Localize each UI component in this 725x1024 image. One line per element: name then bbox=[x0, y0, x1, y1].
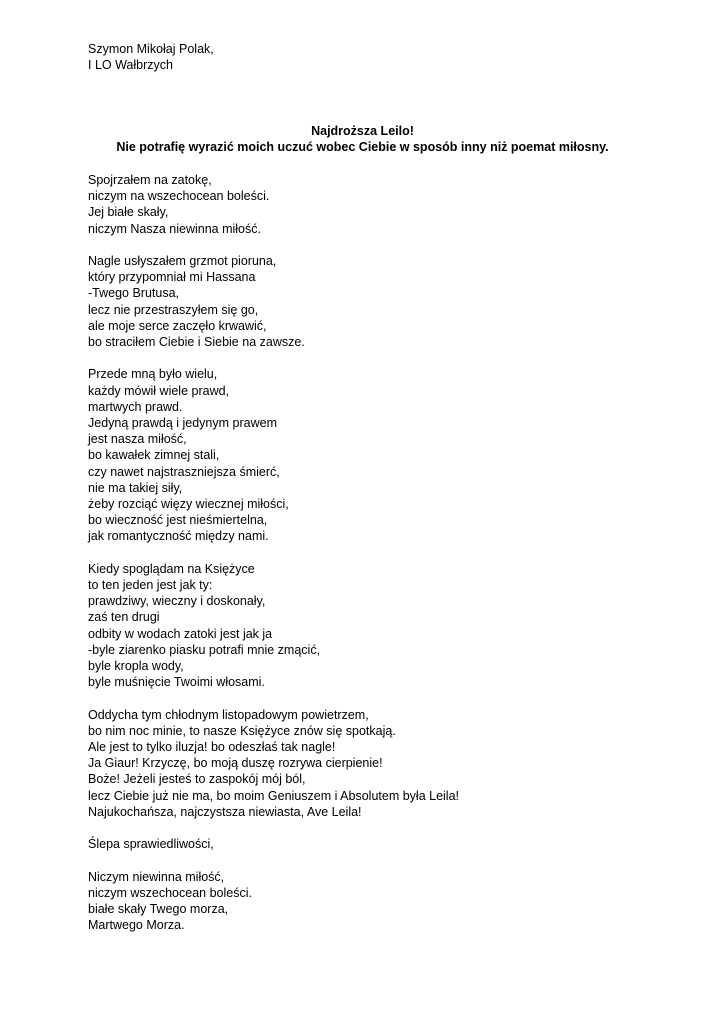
poem-line: Jej białe skały, bbox=[88, 205, 169, 220]
poem-stanza bbox=[88, 707, 459, 820]
poem-line: Przede mną było wielu, bbox=[88, 367, 218, 382]
poem-line: jak romantyczność między nami. bbox=[88, 529, 269, 544]
poem-line: niczym na wszechocean boleści. bbox=[88, 189, 270, 204]
poem-line: Nagle usłyszałem grzmot pioruna, bbox=[88, 254, 277, 268]
poem-line: niczym wszechocean boleści. bbox=[88, 885, 252, 900]
title-block bbox=[0, 123, 725, 155]
poem-stanza bbox=[88, 366, 459, 544]
poem-line: jest nasza miłość, bbox=[88, 432, 187, 447]
poem-stanza bbox=[88, 172, 459, 237]
poem-line: lecz Ciebie już nie ma, bo moim Geniuszem i Absolutem była Leila! bbox=[88, 788, 460, 803]
poem-line: Spojrzałem na zatokę, bbox=[88, 173, 212, 187]
poem-line: ale moje serce zaczęło krwawić, bbox=[88, 318, 267, 333]
poem-line: Boże! Jeżeli jesteś to zaspokój mój ból, bbox=[88, 772, 306, 787]
author-name: Szymon Mikołaj Polak, bbox=[88, 42, 214, 56]
poem-line: bo nim noc minie, to nasze Księżyce znów się spotkają. bbox=[88, 723, 396, 738]
poem-stanza bbox=[88, 561, 459, 691]
poem-line: -byle ziarenko piasku potrafi mnie zmącić, bbox=[88, 642, 321, 657]
poem-line: żeby rozciąć więzy wiecznej miłości, bbox=[88, 497, 289, 512]
poem-line: czy nawet najstraszniejsza śmierć, bbox=[88, 464, 280, 479]
poem-line: każdy mówił wiele prawd, bbox=[88, 383, 230, 398]
poem-line: -Twego Brutusa, bbox=[88, 286, 180, 301]
poem-line: nie ma takiej siły, bbox=[88, 480, 183, 495]
poem-line: byle kropla wody, bbox=[88, 659, 184, 674]
poem-title: Najdroższa Leilo! bbox=[311, 124, 414, 138]
poem-line: Martwego Morza. bbox=[88, 918, 185, 933]
poem-line: Niczym niewinna miłość, bbox=[88, 869, 225, 884]
poem-line: bo wieczność jest nieśmiertelna, bbox=[88, 513, 268, 528]
poem-stanza bbox=[88, 253, 459, 350]
poem-stanza bbox=[88, 836, 459, 852]
poem-line: który przypomniał mi Hassana bbox=[88, 270, 256, 285]
poem-line: Ślepa sprawiedliwości, bbox=[88, 837, 214, 852]
poem-subtitle: Nie potrafię wyrazić moich uczuć wobec Ciebie w sposób inny niż poemat miłosny. bbox=[116, 140, 609, 155]
poem-line: Ale jest to tylko iluzja! bo odeszłaś tak nagle! bbox=[88, 740, 336, 755]
poem-line: białe skały Twego morza, bbox=[88, 902, 229, 917]
poem-line: Oddycha tym chłodnym listopadowym powietrzem, bbox=[88, 707, 369, 722]
poem-line: to ten jeden jest jak ty: bbox=[88, 578, 213, 593]
poem-line: Ja Giaur! Krzyczę, bo moją duszę rozrywa cierpienie! bbox=[88, 756, 383, 771]
poem-line: zaś ten drugi bbox=[88, 610, 160, 625]
poem-line: bo straciłem Ciebie i Siebie na zawsze. bbox=[88, 335, 305, 350]
poem-line: niczym Nasza niewinna miłość. bbox=[88, 221, 261, 236]
poem-line: odbity w wodach zatoki jest jak ja bbox=[88, 626, 273, 641]
poem-line: byle muśnięcie Twoimi włosami. bbox=[88, 675, 265, 690]
poem-body bbox=[88, 172, 459, 950]
poem-line: lecz nie przestraszyłem się go, bbox=[88, 302, 259, 317]
poem-line: martwych prawd. bbox=[88, 399, 183, 414]
poem-line: bo kawałek zimnej stali, bbox=[88, 448, 220, 463]
poem-line: Jedyną prawdą i jedynym prawem bbox=[88, 416, 277, 431]
poem-line: Najukochańsza, najczystsza niewiasta, Ave Leila! bbox=[88, 804, 362, 819]
author-block bbox=[88, 41, 214, 73]
author-school: I LO Wałbrzych bbox=[88, 58, 173, 73]
poem-stanza bbox=[88, 869, 459, 934]
poem-line: prawdziwy, wieczny i doskonały, bbox=[88, 594, 266, 609]
poem-line: Kiedy spoglądam na Księżyce bbox=[88, 561, 255, 576]
